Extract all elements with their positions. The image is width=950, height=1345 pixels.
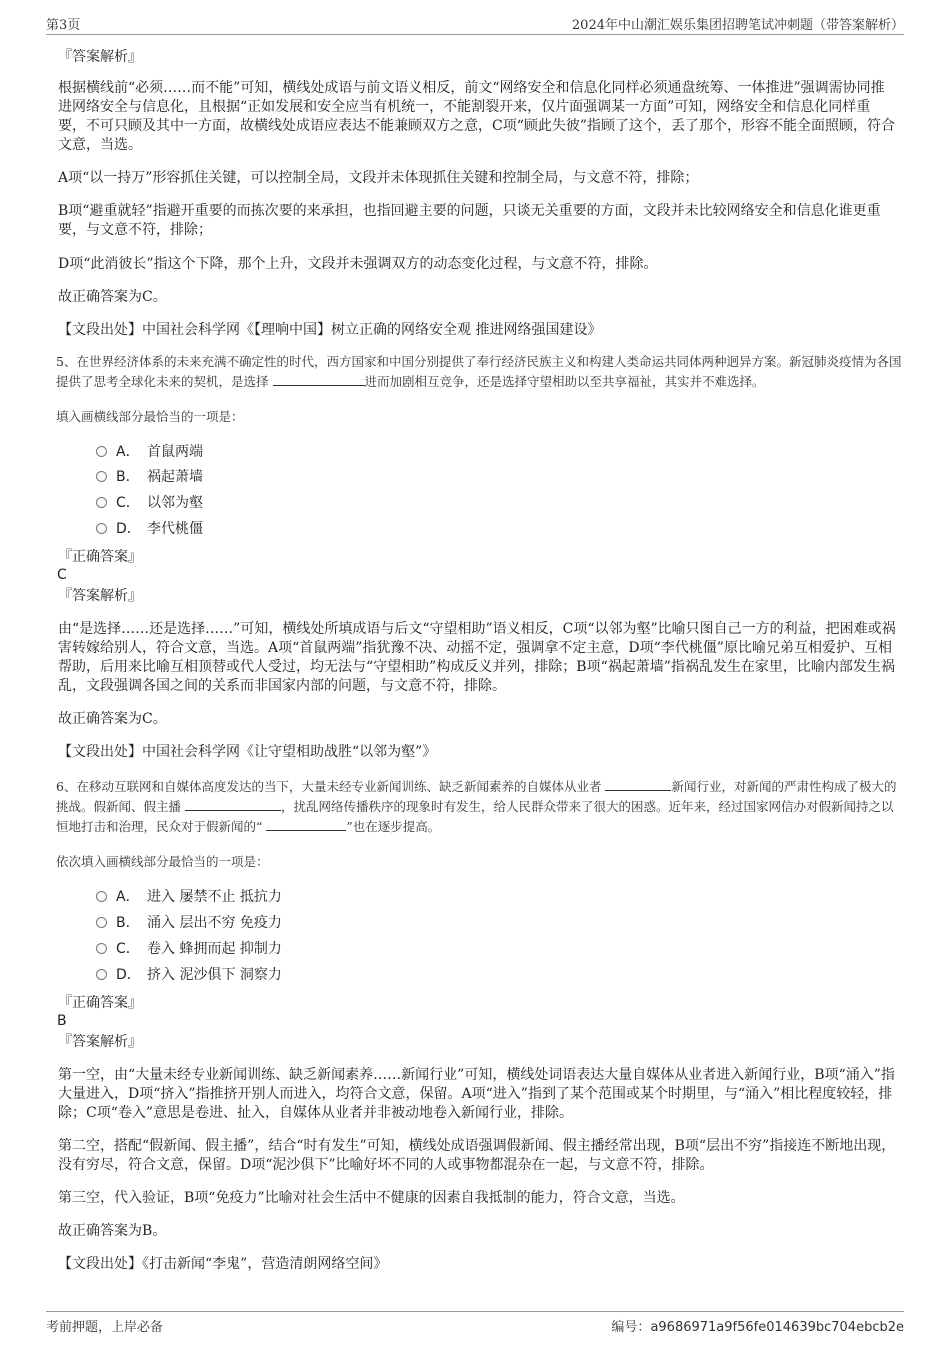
radio-icon[interactable] bbox=[96, 471, 107, 482]
footer-slogan: 考前押题，上岸必备 bbox=[46, 1320, 164, 1335]
page-number: 第3页 bbox=[46, 18, 81, 33]
q5-prompt: 填入画横线部分最恰当的一项是： bbox=[56, 409, 244, 424]
q4-conclusion: 故正确答案为C。 bbox=[58, 289, 167, 305]
q6-source: 【文段出处】《打击新闻“李鬼”，营造清朗网络空间》 bbox=[58, 1256, 388, 1272]
q6-analysis-label: 『答案解析』 bbox=[58, 1034, 142, 1050]
q5-correct-answer: C bbox=[57, 567, 67, 583]
q6-analysis-3: 第三空，代入验证，B项“免疫力”比喻对社会生活中不健康的因素自我抵制的能力，符合文意，当选。 bbox=[58, 1190, 685, 1206]
q5-conclusion: 故正确答案为C。 bbox=[58, 711, 167, 727]
q5-option-c[interactable]: C． 以邻为壑 bbox=[96, 494, 203, 512]
q6-correct-answer: B bbox=[57, 1013, 67, 1029]
q4-analysis-a: A项“以一持万”形容抓住关键，可以控制全局，文段并未体现抓住关键和控制全局，与文意不符，排除； bbox=[58, 170, 699, 186]
radio-icon[interactable] bbox=[96, 446, 107, 457]
q5-analysis-label: 『答案解析』 bbox=[58, 588, 142, 604]
page-footer bbox=[46, 1311, 904, 1334]
q6-blank-1 bbox=[605, 778, 671, 791]
q6-blank-2 bbox=[185, 798, 281, 811]
q6-analysis-2: 第二空，搭配“假新闻、假主播”，结合“时有发生”可知，横线处成语强调假新闻、假主播经常出现，B项“层出不穷”指接连不断地出现，没有穷尽，符合文意，保留。D项“泥沙俱下”比喻好坏不同的人或事物都混杂在一起，与文意不符，排除。 bbox=[58, 1138, 896, 1173]
q6-analysis-1: 第一空，由“大量未经专业新闻训练、缺乏新闻素养……新闻行业”可知，横线处词语表达大量自媒体从业者进入新闻行业，B项“涌入”指大量进入，D项“挤入”指推挤开别人而进入，均符合文意，保留。A项“进入”指到了某个范围或某个时期里，与“涌入”相比程度较轻，排除；C项“卷入”意思是卷进、扯入，自媒体从业者并非被动地卷入新闻行业，排除。 bbox=[58, 1067, 895, 1121]
radio-icon[interactable] bbox=[96, 943, 107, 954]
page-header bbox=[46, 12, 904, 35]
radio-icon[interactable] bbox=[96, 917, 107, 928]
q5-question: 5、在世界经济体系的未来充满不确定性的时代，西方国家和中国分别提供了奉行经济民族主义和构建人类命运共同体两种迥异方案。新冠肺炎疫情为各国提供了思考全球化未来的契机，是选择 进而加剧相互竞争，还是选择守望相助以至共享福祉，其实并不难选择。 bbox=[56, 354, 902, 389]
document-id: 编号：a9686971a9f56fe014639bc704ebcb2e bbox=[611, 1320, 904, 1335]
radio-icon[interactable] bbox=[96, 497, 107, 508]
q4-source: 【文段出处】中国社会科学网《【理响中国】树立正确的网络安全观 推进网络强国建设》 bbox=[58, 322, 602, 338]
q6-blank-3 bbox=[266, 818, 346, 831]
q6-option-a[interactable]: A． 进入 屡禁不止 抵抗力 bbox=[96, 888, 282, 906]
document-title: 2024年中山潮汇娱乐集团招聘笔试冲刺题（带答案解析） bbox=[571, 18, 904, 33]
q6-option-d[interactable]: D． 挤入 泥沙俱下 洞察力 bbox=[96, 966, 282, 984]
radio-icon[interactable] bbox=[96, 891, 107, 902]
q5-option-b[interactable]: B． 祸起萧墙 bbox=[96, 468, 203, 486]
radio-icon[interactable] bbox=[96, 969, 107, 980]
q5-source: 【文段出处】中国社会科学网《让守望相助战胜“以邻为壑”》 bbox=[58, 744, 437, 760]
q6-option-c[interactable]: C． 卷入 蜂拥而起 抑制力 bbox=[96, 940, 282, 958]
q5-correct-label: 『正确答案』 bbox=[58, 549, 142, 565]
q6-question: 6、在移动互联网和自媒体高度发达的当下，大量未经专业新闻训练、缺乏新闻素养的自媒体从业者 新闻行业，对新闻的严肃性构成了极大的挑战。假新闻、假主播 ，扰乱网络传播秩序的现象时有发生，给人民群众带来了很大的困惑。近年来，经过国家网信办对假新闻持之以恒地打击和治理，民众对于假新闻的“ ”也在逐步提高。 bbox=[56, 779, 897, 834]
q5-option-d[interactable]: D． 李代桃僵 bbox=[96, 520, 203, 538]
q6-prompt: 依次填入画横线部分最恰当的一项是： bbox=[56, 854, 269, 869]
q5-option-a[interactable]: A． 首鼠两端 bbox=[96, 443, 203, 461]
q6-option-b[interactable]: B． 涌入 层出不穷 免疫力 bbox=[96, 914, 282, 932]
q6-conclusion: 故正确答案为B。 bbox=[58, 1223, 167, 1239]
q4-analysis-b: B项“避重就轻”指避开重要的而拣次要的来承担，也指回避主要的问题，只谈无关重要的方面，文段并未比较网络安全和信息化谁更重要，与文意不符，排除； bbox=[58, 203, 881, 238]
q5-analysis: 由“是选择……还是选择……”可知，横线处所填成语与后文“守望相助”语义相反，C项“以邻为壑”比喻只图自己一方的利益，把困难或祸害转嫁给别人，符合文意，当选。A项“首鼠两端”指犹豫不决、动摇不定，强调拿不定主意，D项“李代桃僵”原比喻兄弟互相爱护、互相帮助，后用来比喻互相顶替或代人受过，均无法与“守望相助”构成反义并列，排除；B项“祸起萧墙”指祸乱发生在家里，比喻内部发生祸乱，文段强调各国之间的关系而非国家内部的问题，与文意不符，排除。 bbox=[58, 621, 896, 694]
q5-blank bbox=[273, 373, 365, 386]
q6-correct-label: 『正确答案』 bbox=[58, 995, 142, 1011]
q4-analysis-label: 『答案解析』 bbox=[58, 49, 142, 65]
q4-analysis-main: 根据横线前“必须……而不能”可知，横线处成语与前文语义相反，前文“网络安全和信息化同样必须通盘统筹、一体推进”强调需协同推进网络安全与信息化，且根据“正如发展和安全应当有机统一，不能割裂开来，仅片面强调某一方面”可知，网络安全和信息化同样重要，不可只顾及其中一方面，故横线处成语应表达不能兼顾双方之意，C项“顾此失彼”指顾了这个，丢了那个，形容不能全面照顾，符合文意，当选。 bbox=[58, 80, 896, 153]
radio-icon[interactable] bbox=[96, 523, 107, 534]
q4-analysis-d: D项“此消彼长”指这个下降，那个上升，文段并未强调双方的动态变化过程，与文意不符，排除。 bbox=[58, 256, 658, 272]
